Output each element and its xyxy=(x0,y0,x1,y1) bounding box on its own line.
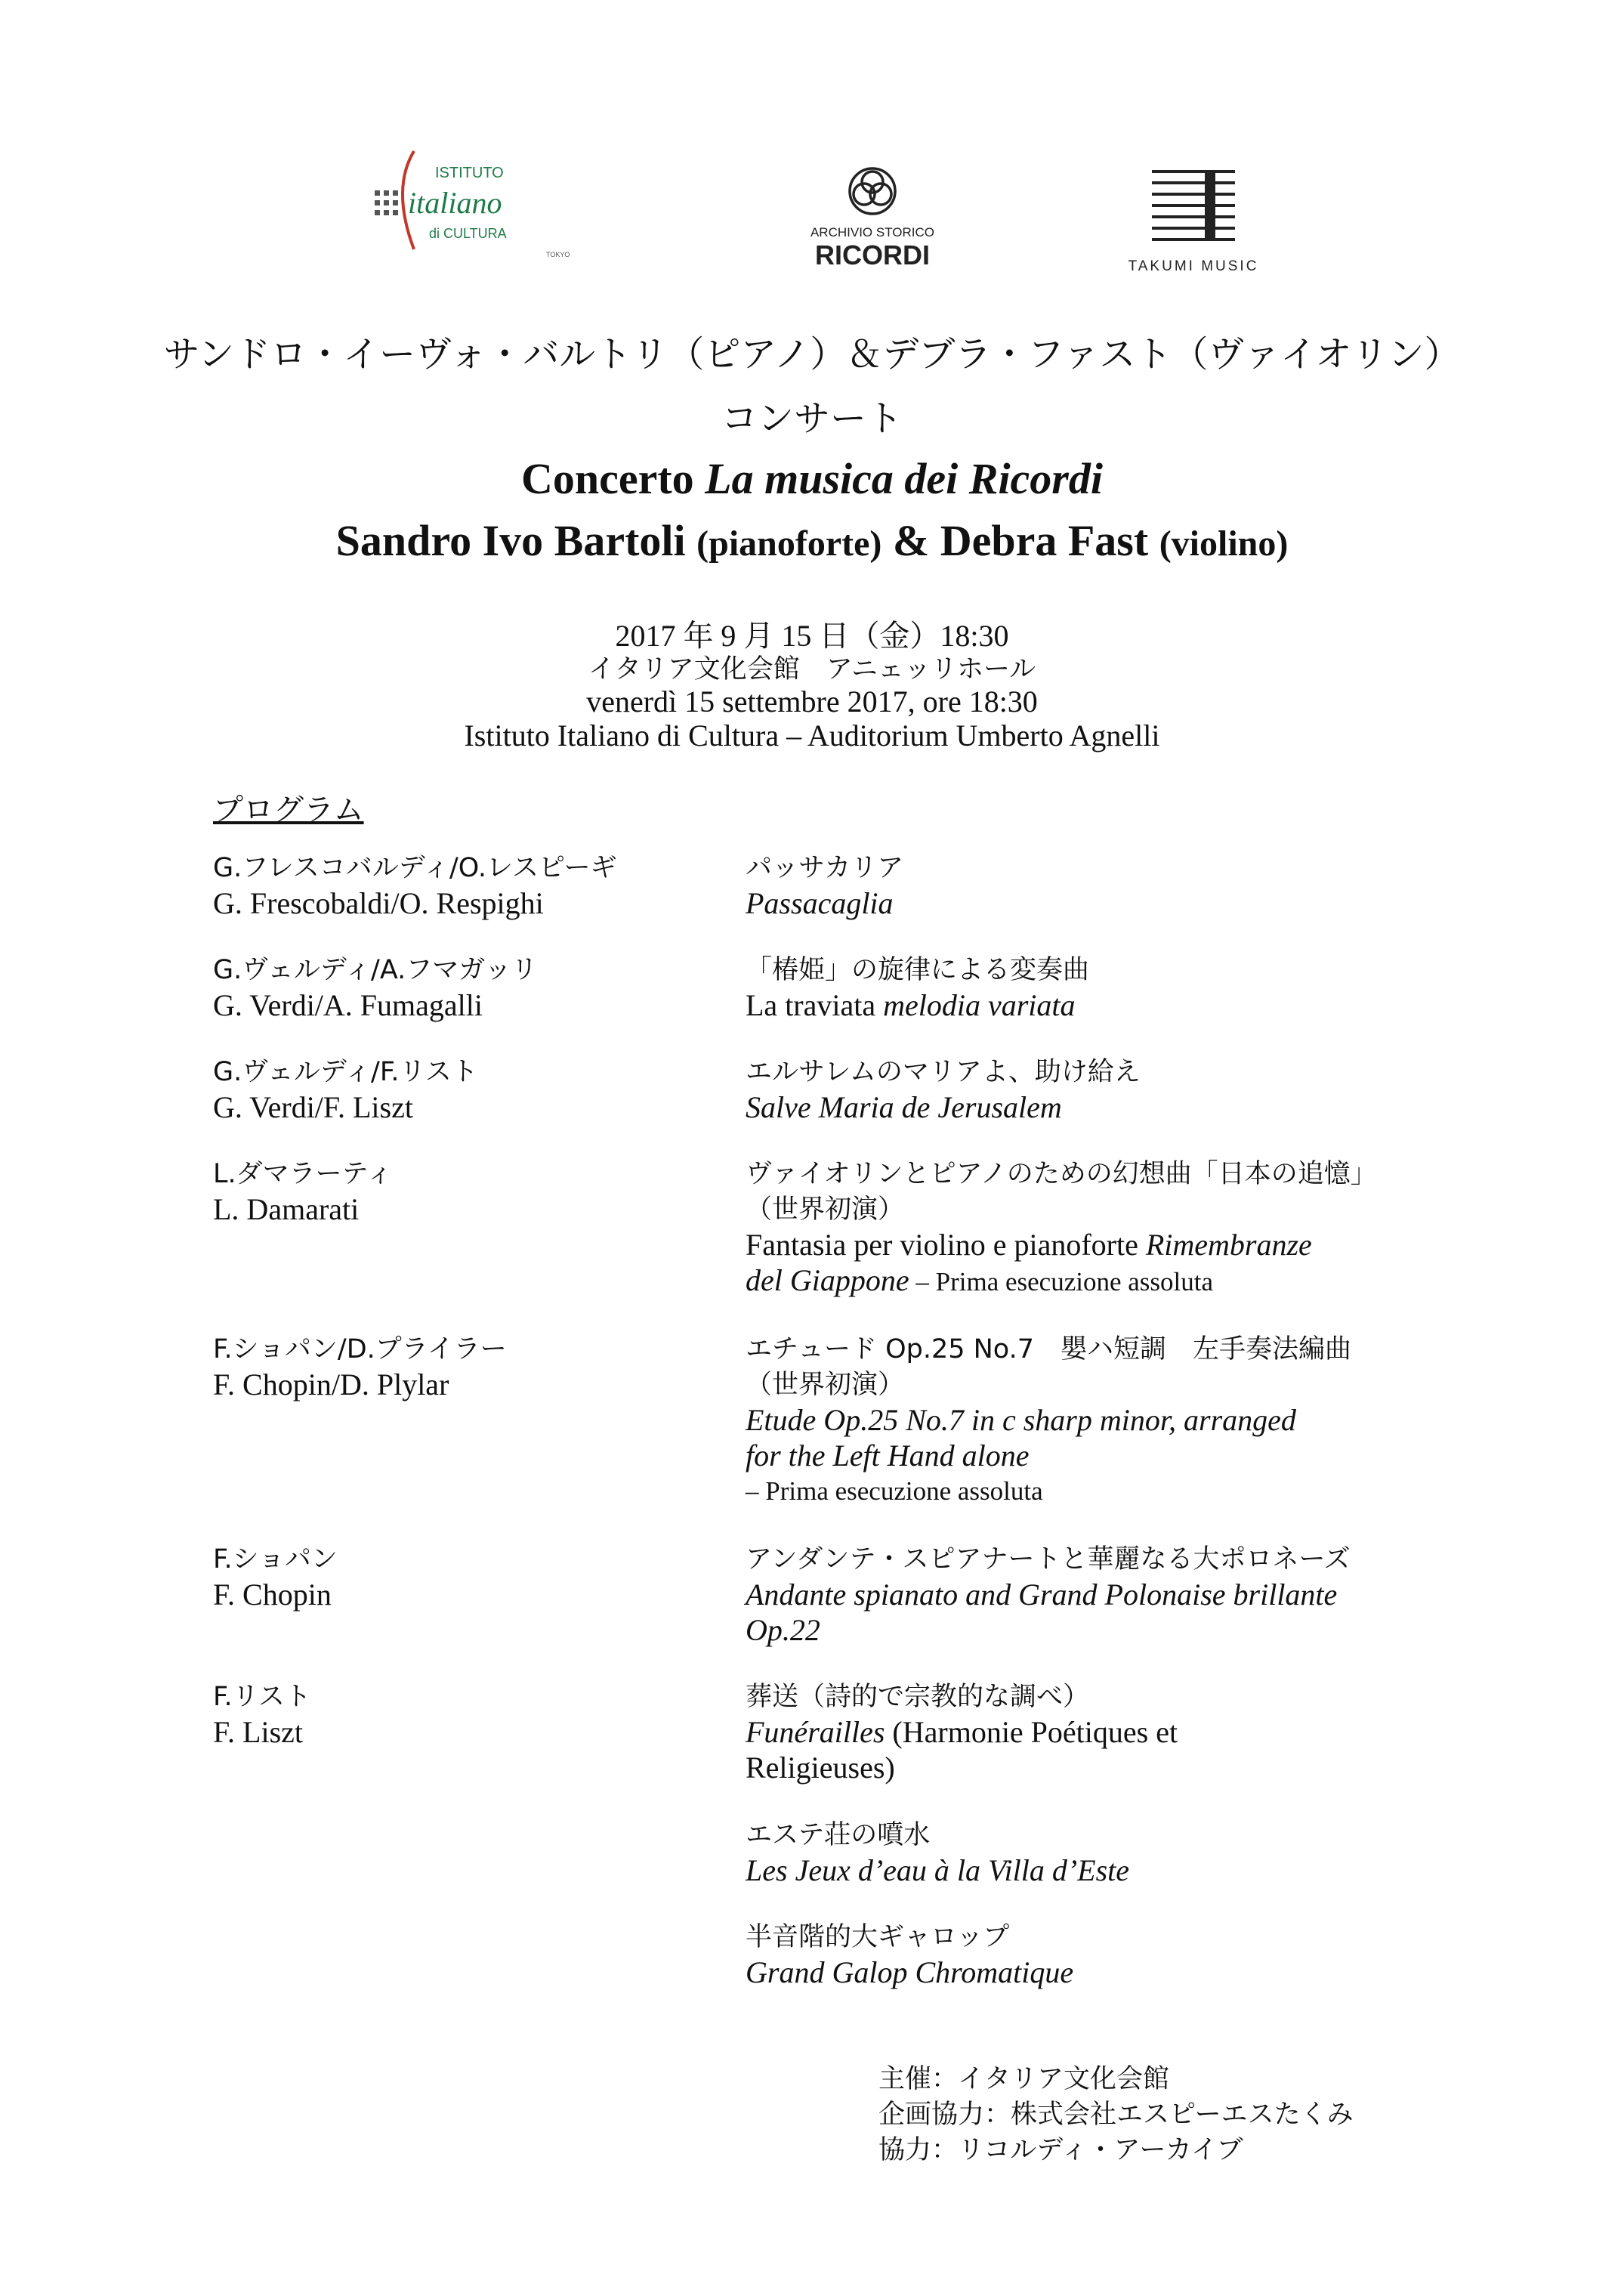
piece-title-jp: エステ荘の噴水 xyxy=(746,1820,931,1850)
composer: F. Liszt xyxy=(213,1715,304,1749)
piece-title-cont: for the Left Hand alone xyxy=(746,1439,1030,1473)
piece-title-jp: 「椿姫」の旋律による変奏曲 xyxy=(746,955,1090,985)
piece-title-part-italic: Rimembranze xyxy=(1145,1228,1312,1262)
date-italian: venerdì 15 settembre 2017, ore 18:30 xyxy=(586,685,1038,718)
premiere-note-jp: （世界初演） xyxy=(746,1194,905,1225)
program-heading: プログラム xyxy=(213,793,364,827)
piece-title xyxy=(746,1227,1312,1263)
piece-title-part: (Harmonie Poétiques et xyxy=(885,1715,1178,1749)
performers-title xyxy=(0,515,1624,566)
piece-title-part: Fantasia per violino e pianoforte xyxy=(746,1228,1146,1262)
performer-2: & Debra Fast xyxy=(881,516,1159,565)
composer-jp: F.ショパン xyxy=(213,1544,338,1575)
composer-jp: G.フレスコバルディ/O.レスピーギ xyxy=(213,853,617,883)
title-japanese: サンドロ・イーヴォ・バルトリ（ピアノ）＆デブラ・ファスト（ヴァイオリン） xyxy=(163,333,1461,375)
ricordi-logo xyxy=(786,162,959,280)
ricordi-logo-line2: RICORDI xyxy=(815,239,930,270)
piece-title-part-italic: Funérailles xyxy=(746,1715,885,1749)
premiere-note: – Prima esecuzione assoluta xyxy=(746,1476,1043,1506)
piece-title-cont: Op.22 xyxy=(746,1613,820,1647)
organizer-support: 協力：リコルディ・アーカイブ xyxy=(878,2135,1243,2165)
iic-logo-line1: ISTITUTO xyxy=(435,165,504,181)
piece-title-jp: パッサカリア xyxy=(746,853,904,883)
takumi-logo-label: TAKUMI MUSIC xyxy=(1128,258,1259,274)
ricordi-logo-line1: ARCHIVIO STORICO xyxy=(810,225,935,239)
performer-1-instrument: (pianoforte) xyxy=(696,524,882,564)
piece-title-jp: ヴァイオリンとピアノのための幻想曲「日本の追憶」 xyxy=(746,1159,1377,1189)
piece-title xyxy=(746,1714,1178,1751)
piece-title: Andante spianato and Grand Polonaise brillante xyxy=(746,1578,1338,1612)
composer-jp: F.ショパン/D.プライラー xyxy=(213,1334,507,1364)
composer-jp: L.ダマラーティ xyxy=(213,1159,393,1189)
venue-japanese: イタリア文化会館 アニェッリホール xyxy=(588,654,1036,685)
organizer-planning: 企画協力：株式会社エスピーエスたくみ xyxy=(878,2100,1354,2130)
piece-title-part: La traviata xyxy=(746,988,884,1022)
organizer-host: 主催：イタリア文化会館 xyxy=(878,2064,1170,2094)
piece-title-cont xyxy=(746,1262,1213,1300)
piece-title-jp: エルサレムのマリアよ、助け給え xyxy=(746,1057,1141,1087)
piece-title-jp: 半音階的大ギャロップ xyxy=(746,1922,1010,1952)
composer: F. Chopin/D. Plylar xyxy=(213,1367,449,1401)
iic-logo-line4: TOKYO xyxy=(546,251,570,258)
iic-logo-line2: italiano xyxy=(408,186,502,220)
iic-logo xyxy=(361,144,580,272)
composer-jp: G.ヴェルディ/A.フマガッリ xyxy=(213,955,538,985)
venue-italian: Istituto Italiano di Cultura – Auditorium Umberto Agnelli xyxy=(464,718,1160,752)
title-italian-concerto: Concerto xyxy=(520,454,705,503)
piece-title-part-italic: melodia variata xyxy=(883,988,1076,1022)
piece-title: Grand Galop Chromatique xyxy=(746,1955,1074,1989)
piece-title-jp: アンダンテ・スピアナートと華麗なる大ポロネーズ xyxy=(746,1544,1351,1575)
title-japanese-concert: コンサート xyxy=(721,397,903,440)
piece-title-jp: エチュード Op.25 No.7 嬰ハ短調 左手奏法編曲 xyxy=(746,1334,1352,1364)
piece-title xyxy=(746,987,1076,1024)
composer-jp: G.ヴェルディ/F.リスト xyxy=(213,1057,478,1087)
piece-title: Salve Maria de Jerusalem xyxy=(746,1090,1062,1124)
composer: F. Chopin xyxy=(213,1578,332,1612)
performer-1: Sandro Ivo Bartoli xyxy=(335,516,697,565)
performer-2-instrument: (violino) xyxy=(1159,524,1289,564)
composer: G. Verdi/F. Liszt xyxy=(213,1090,413,1124)
iic-logo-line3: di CULTURA xyxy=(429,226,507,241)
title-italian xyxy=(0,453,1624,504)
composer-jp: F.リスト xyxy=(213,1682,311,1712)
piece-title-jp: 葬送（詩的で宗教的な調べ） xyxy=(746,1682,1090,1712)
title-italian-name: La musica dei Ricordi xyxy=(705,454,1103,503)
piece-title: Les Jeux d’eau à la Villa d’Este xyxy=(746,1853,1130,1887)
piece-title-cont: Religieuses) xyxy=(746,1751,895,1785)
premiere-note: – Prima esecuzione assoluta xyxy=(909,1267,1214,1296)
piece-title-part-italic: del Giappone xyxy=(746,1263,909,1297)
date-japanese: 2017 年 9 月 15 日（金）18:30 xyxy=(615,619,1009,653)
takumi-logo xyxy=(1110,166,1277,283)
composer: G. Verdi/A. Fumagalli xyxy=(213,988,483,1022)
piece-title: Etude Op.25 No.7 in c sharp minor, arranged xyxy=(746,1403,1296,1437)
composer: L. Damarati xyxy=(213,1192,360,1226)
premiere-note-jp: （世界初演） xyxy=(746,1370,905,1400)
composer: G. Frescobaldi/O. Respighi xyxy=(213,886,544,920)
piece-title: Passacaglia xyxy=(746,886,894,920)
